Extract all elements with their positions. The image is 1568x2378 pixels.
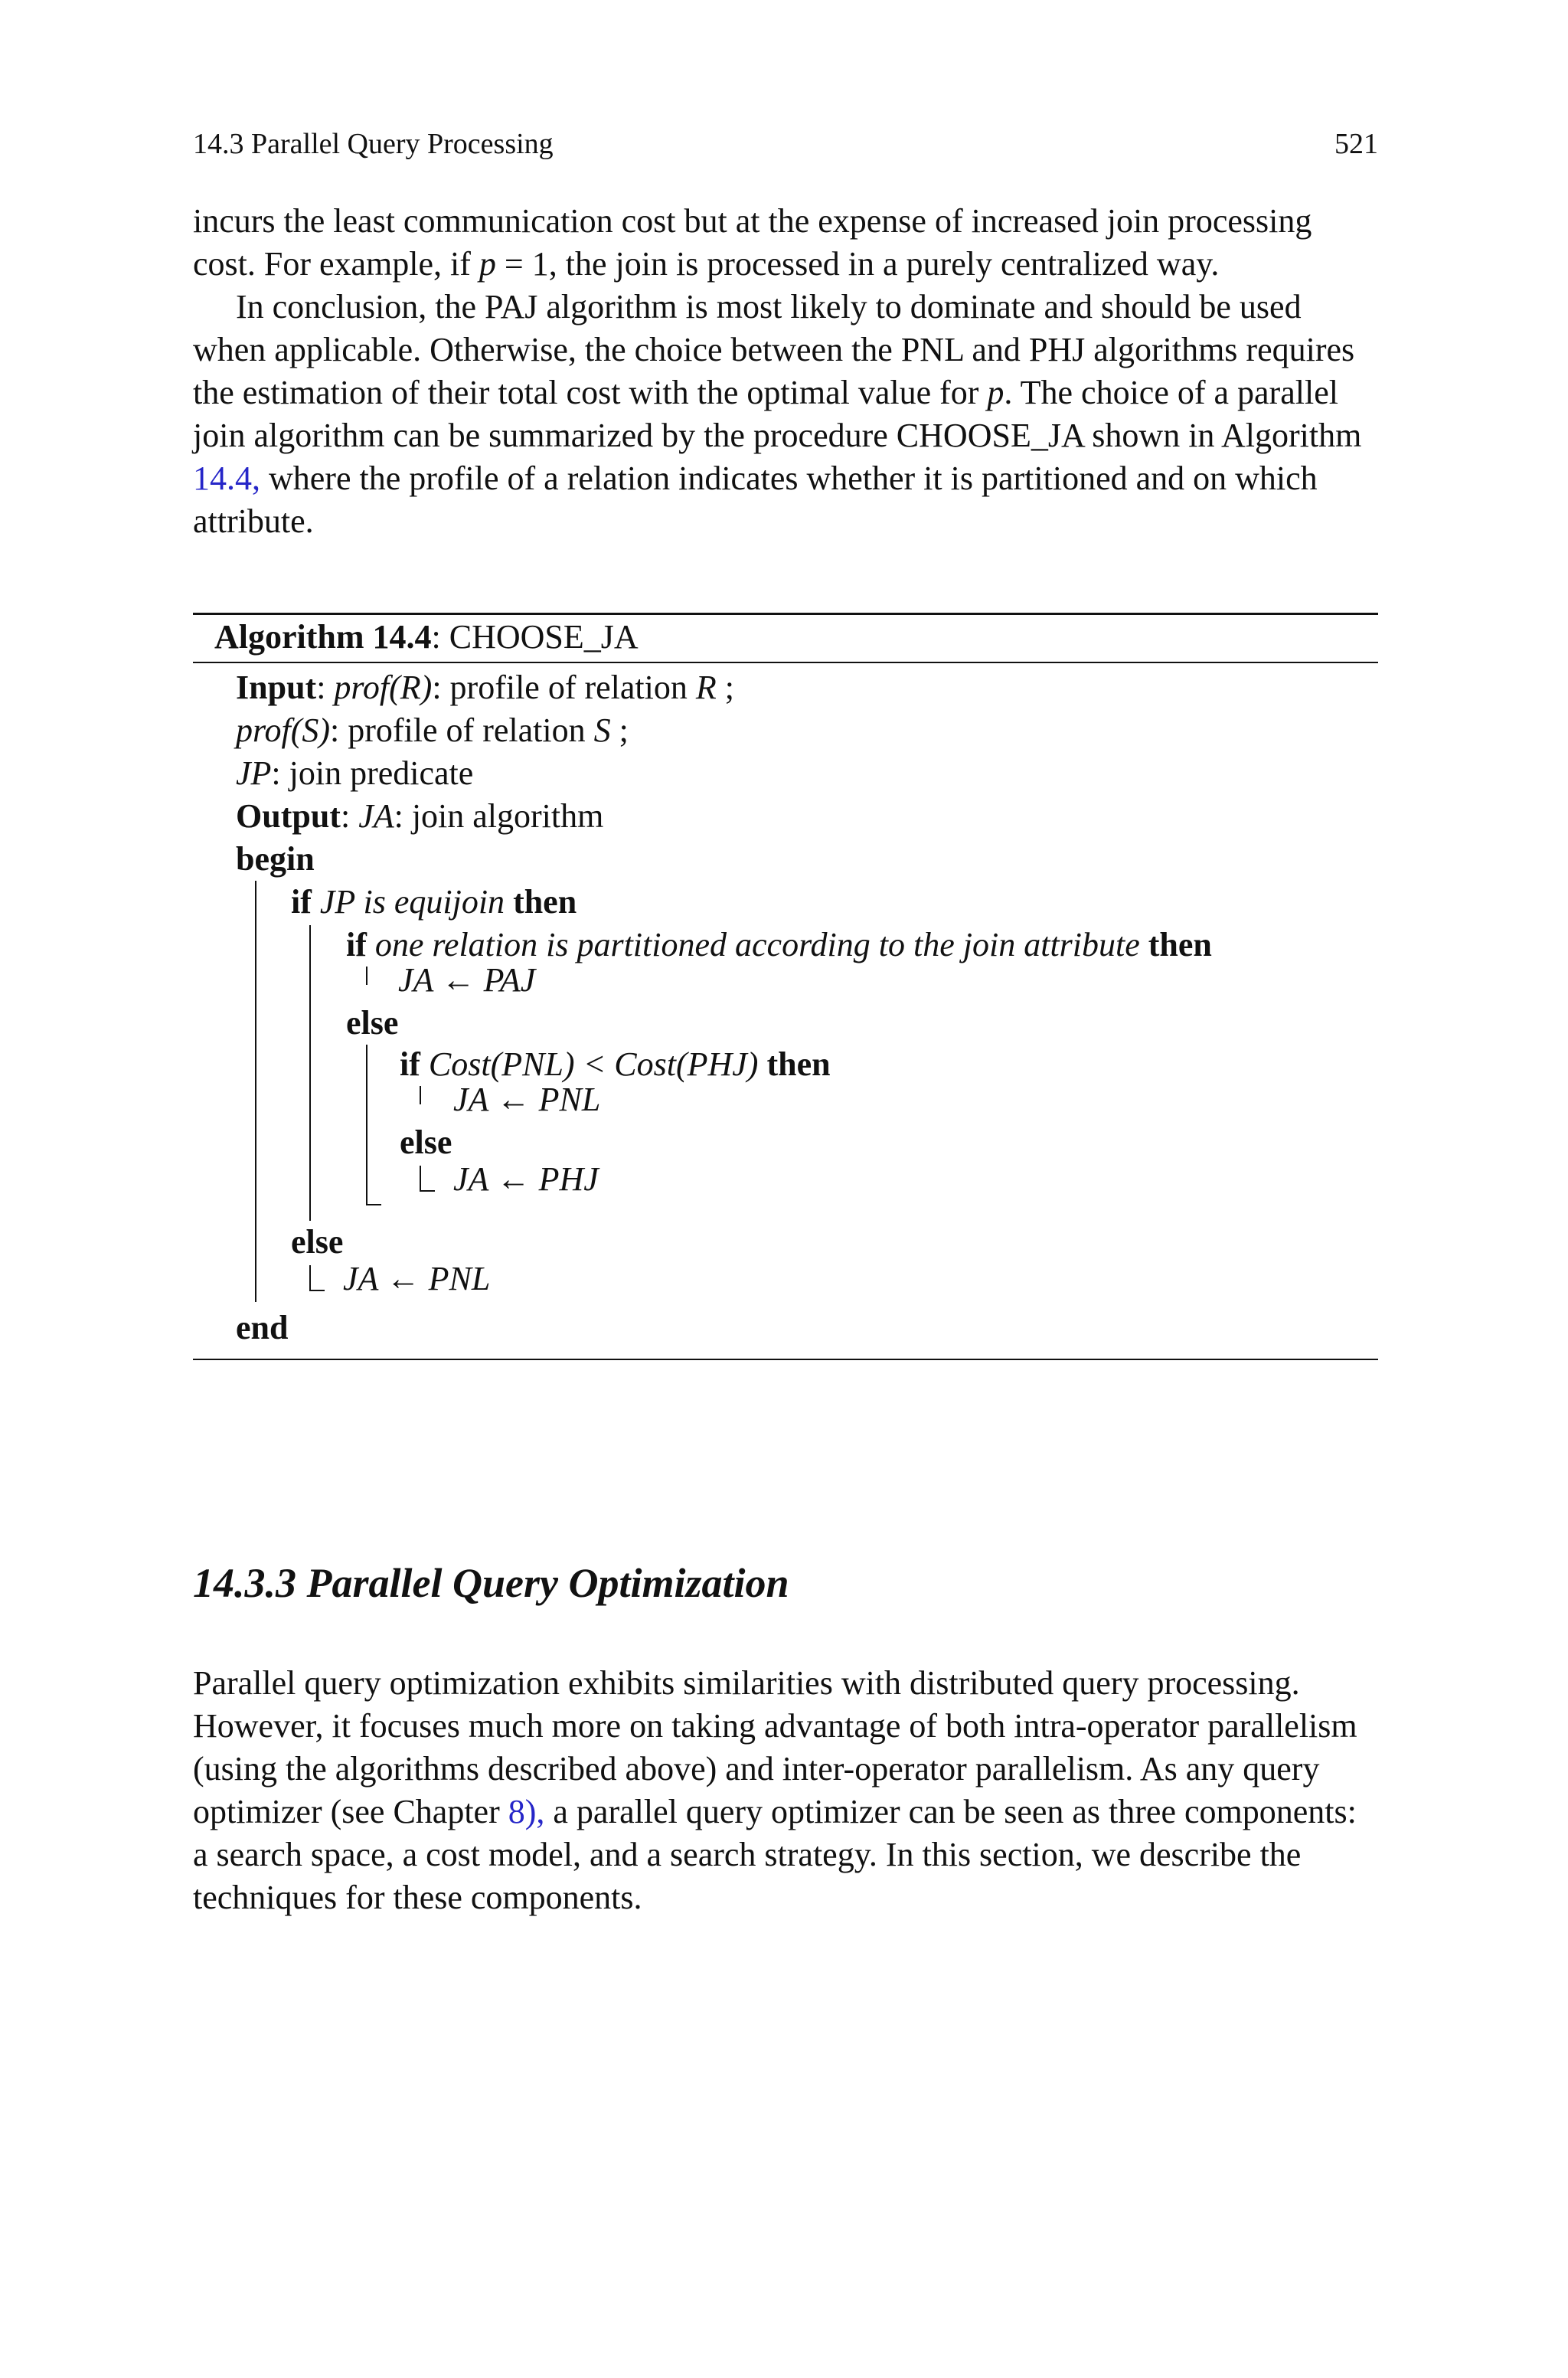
- chapter-link[interactable]: 8),: [508, 1793, 545, 1830]
- running-head-section: 14.3 Parallel Query Processing: [193, 128, 554, 160]
- intro-line-7: 14.4, where the profile of a relation indicates whether it is partitioned and on which: [193, 460, 1318, 497]
- intro-line-1: incurs the least communication cost but at the expense of increased join processing: [193, 202, 1312, 240]
- algorithm-input: Input: prof(R): profile of relation R ;: [236, 669, 734, 706]
- algorithm-else-3: else: [291, 1223, 344, 1261]
- algorithm-else-2: else: [400, 1124, 452, 1161]
- algorithm-assign-pnl: JA ← PNL: [453, 1081, 601, 1118]
- algorithm-top-rule: [193, 613, 1378, 615]
- algorithm-assign-pnl-2: JA ← PNL: [343, 1260, 491, 1297]
- algorithm-input-jp: JP: join predicate: [236, 754, 474, 792]
- section-line-6: techniques for these components.: [193, 1879, 642, 1916]
- intro-line-6: join algorithm can be summarized by the procedure CHOOSE_JA shown in Algorithm: [193, 417, 1362, 454]
- algorithm-begin: begin: [236, 840, 315, 878]
- algorithm-link[interactable]: 14.4,: [193, 460, 260, 497]
- block-bar-begin: [255, 881, 256, 1302]
- intro-line-3: In conclusion, the PAJ algorithm is most likely to dominate and should be used: [236, 288, 1302, 325]
- algorithm-end: end: [236, 1309, 289, 1346]
- algorithm-if-equijoin: if JP is equijoin then: [291, 883, 577, 921]
- page-number: 521: [1334, 128, 1378, 160]
- algorithm-assign-paj: JA ← PAJ: [398, 961, 536, 999]
- section-line-3: (using the algorithms described above) and inter-operator parallelism. As any query: [193, 1750, 1320, 1788]
- block-bar-if-equijoin: [309, 925, 311, 1221]
- block-bar-phj: [420, 1166, 421, 1192]
- intro-line-5: the estimation of their total cost with the optimal value for p. The choice of a parallel: [193, 374, 1338, 411]
- block-bar-pnl: [420, 1086, 421, 1104]
- block-end-else-1: [366, 1204, 381, 1205]
- block-end-phj: [420, 1190, 435, 1192]
- intro-line-4: when applicable. Otherwise, the choice between the PNL and PHJ algorithms requires: [193, 331, 1355, 368]
- block-bar-paj: [366, 967, 368, 985]
- algorithm-bottom-rule: [193, 1359, 1378, 1360]
- section-title: 14.3.3 Parallel Query Optimization: [193, 1560, 789, 1606]
- block-bar-pnl-2: [309, 1265, 311, 1291]
- algorithm-if-partitioned: if one relation is partitioned according to the join attribute then: [346, 926, 1212, 963]
- section-line-5: a search space, a cost model, and a search strategy. In this section, we describe the: [193, 1836, 1302, 1873]
- block-bar-else-1: [366, 1045, 368, 1205]
- algorithm-caption-rule: [193, 662, 1378, 663]
- block-end-pnl-2: [309, 1290, 325, 1291]
- algorithm-else-1: else: [346, 1004, 399, 1042]
- section-line-1: Parallel query optimization exhibits similarities with distributed query processing.: [193, 1664, 1300, 1702]
- algorithm-input-s: prof(S): profile of relation S ;: [236, 711, 629, 749]
- intro-line-8: attribute.: [193, 502, 314, 540]
- algorithm-output: Output: JA: join algorithm: [236, 797, 604, 835]
- section-line-4: optimizer (see Chapter 8), a parallel query optimizer can be seen as three components:: [193, 1793, 1357, 1830]
- algorithm-assign-phj: JA ← PHJ: [453, 1160, 599, 1198]
- section-line-2: However, it focuses much more on taking advantage of both intra-operator parallelism: [193, 1707, 1357, 1745]
- intro-line-2: cost. For example, if p = 1, the join is processed in a purely centralized way.: [193, 245, 1220, 283]
- algorithm-if-cost: if Cost(PNL) < Cost(PHJ) then: [400, 1045, 831, 1083]
- algorithm-caption: Algorithm 14.4: CHOOSE_JA: [214, 618, 639, 656]
